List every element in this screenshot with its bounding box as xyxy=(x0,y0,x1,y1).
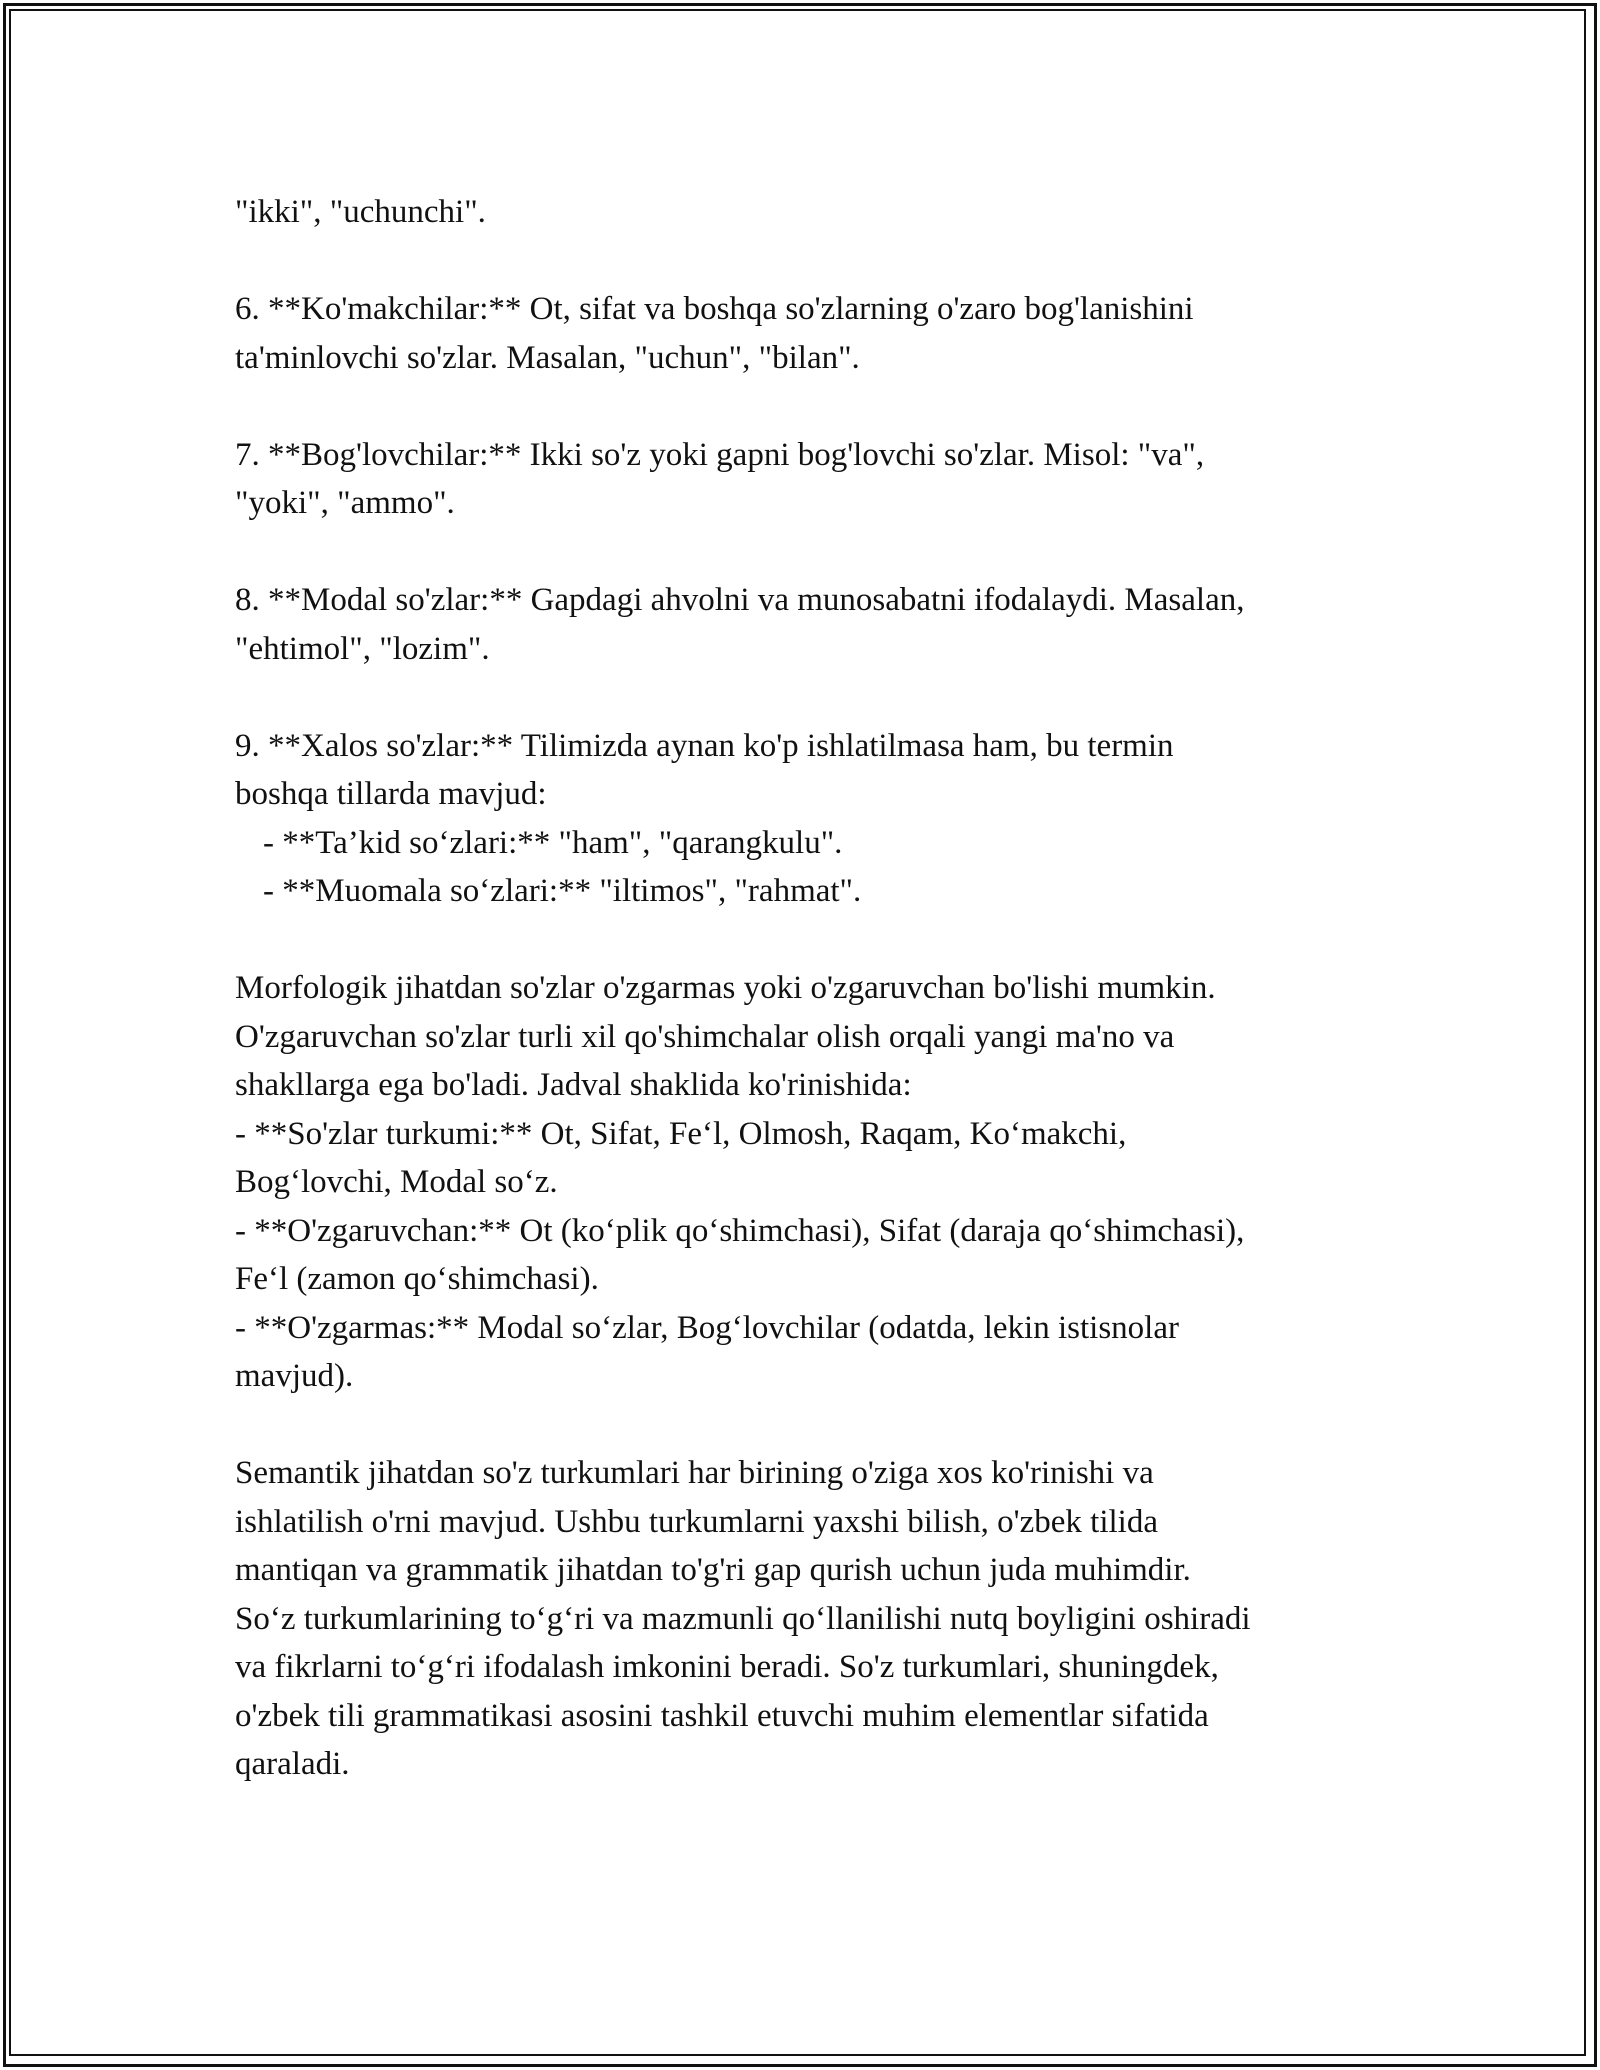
text-line: Morfologik jihatdan so'zlar o'zgarmas yoki o'zgaruvchan bo'lishi mumkin. xyxy=(235,970,1216,1006)
sub-list-item: - **Muomala so‘zlari:** "iltimos", "rahmat". xyxy=(263,873,862,909)
document-body xyxy=(235,188,1375,1789)
text-line: "yoki", "ammo". xyxy=(235,485,455,521)
text-line: "ehtimol", "lozim". xyxy=(235,630,490,667)
text-line: 8. **Modal so'zlar:** Gapdagi ahvolni va munosabatni ifodalaydi. Masalan, xyxy=(235,582,1245,618)
intro-continuation xyxy=(235,188,1375,237)
text-line: boshqa tillarda mavjud: xyxy=(235,776,547,812)
semantic-paragraph xyxy=(235,1449,1375,1789)
paragraph-gap xyxy=(235,382,1375,431)
text-line: ishlatilish o'rni mavjud. Ushbu turkumlarni yaxshi bilish, o'zbek tilida xyxy=(235,1503,1158,1540)
text-line: - **O'zgaruvchan:** Ot (ko‘plik qo‘shimchasi), Sifat (daraja qo‘shimchasi), xyxy=(235,1212,1245,1249)
text-line: shakllarga ega bo'ladi. Jadval shaklida ko'rinishida: xyxy=(235,1067,912,1103)
morphology-paragraph xyxy=(235,964,1375,1401)
text-line: 6. **Ko'makchilar:** Ot, sifat va boshqa so'zlarning o'zaro bog'lanishini xyxy=(235,291,1194,327)
text-line: 9. **Xalos so'zlar:** Tilimizda aynan ko'p ishlatilmasa ham, bu termin xyxy=(235,727,1174,764)
list-item-6 xyxy=(235,285,1375,382)
list-item-8 xyxy=(235,576,1375,673)
list-item-9 xyxy=(235,722,1375,916)
text-line: mantiqan va grammatik jihatdan to'g'ri gap qurish uchun juda muhimdir. xyxy=(235,1552,1191,1588)
text-line: o'zbek tili grammatikasi asosini tashkil etuvchi muhim elementlar sifatida xyxy=(235,1697,1209,1734)
text-line: Bog‘lovchi, Modal so‘z. xyxy=(235,1164,558,1200)
text-line: "ikki", "uchunchi". xyxy=(235,194,486,230)
paragraph-gap xyxy=(235,528,1375,577)
paragraph-gap xyxy=(235,1401,1375,1450)
list-item-7 xyxy=(235,431,1375,528)
text-line: O'zgaruvchan so'zlar turli xil qo'shimchalar olish orqali yangi ma'no va xyxy=(235,1018,1175,1055)
text-line: - **So'zlar turkumi:** Ot, Sifat, Fe‘l, Olmosh, Raqam, Ko‘makchi, xyxy=(235,1115,1127,1152)
text-line: Semantik jihatdan so'z turkumlari har birining o'ziga xos ko'rinishi va xyxy=(235,1455,1154,1491)
text-line: va fikrlarni to‘g‘ri ifodalash imkonini beradi. So'z turkumlari, shuningdek, xyxy=(235,1649,1219,1685)
text-line: 7. **Bog'lovchilar:** Ikki so'z yoki gapni bog'lovchi so'zlar. Misol: "va", xyxy=(235,436,1205,473)
text-line: mavjud). xyxy=(235,1358,354,1394)
paragraph-gap xyxy=(235,673,1375,722)
text-line: qaraladi. xyxy=(235,1746,350,1782)
paragraph-gap xyxy=(235,916,1375,965)
text-line: - **O'zgarmas:** Modal so‘zlar, Bog‘lovchilar (odatda, lekin istisnolar xyxy=(235,1309,1179,1346)
text-line: Fe‘l (zamon qo‘shimchasi). xyxy=(235,1261,599,1297)
sub-list-item: - **Ta’kid so‘zlari:** "ham", "qarangkulu". xyxy=(263,824,843,861)
text-line: So‘z turkumlarining to‘g‘ri va mazmunli qo‘llanilishi nutq boyligini oshiradi xyxy=(235,1600,1251,1637)
paragraph-gap xyxy=(235,237,1375,286)
text-line: ta'minlovchi so'zlar. Masalan, "uchun", "bilan". xyxy=(235,339,860,376)
